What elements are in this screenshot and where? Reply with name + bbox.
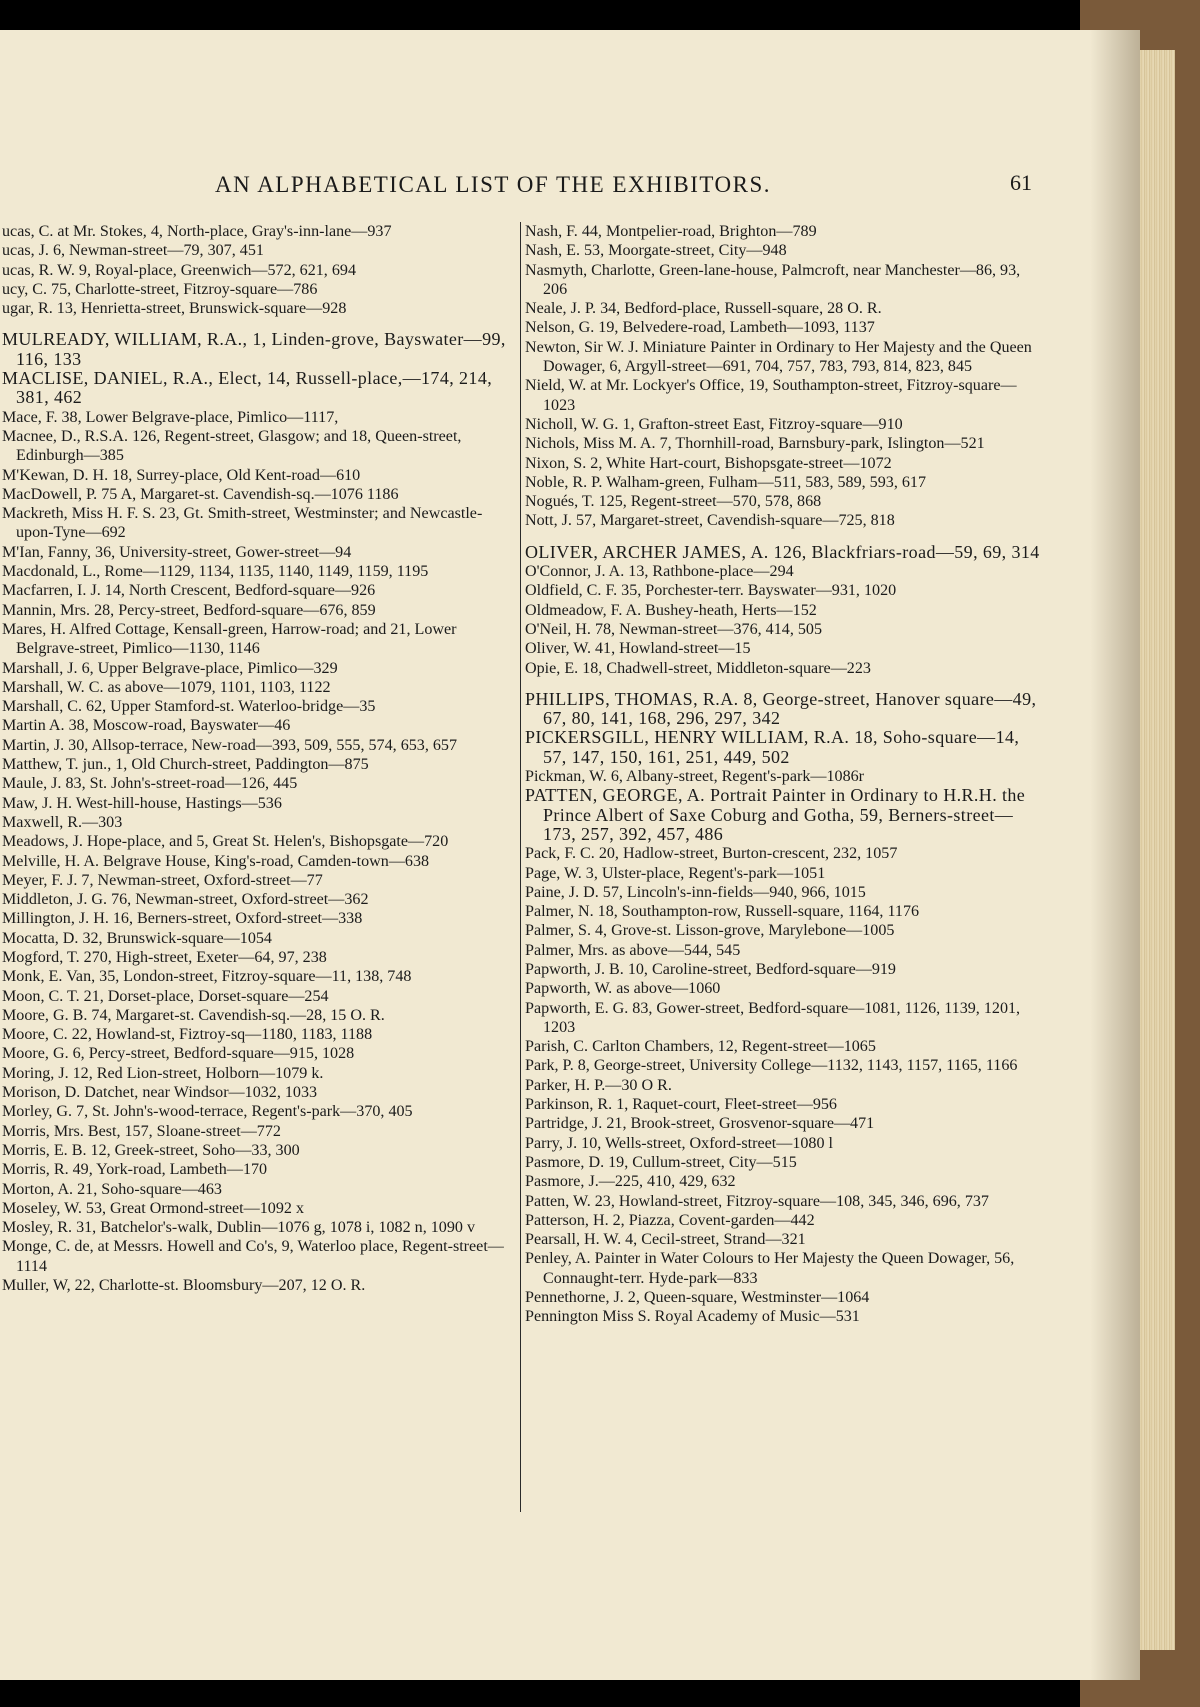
entry: Moon, C. T. 21, Dorset-place, Dorset-square—254	[2, 987, 329, 1005]
entry: Oldmeadow, F. A. Bushey-heath, Herts—152	[525, 601, 817, 619]
entry: Marshall, J. 6, Upper Belgrave-place, Pimlico—329	[2, 659, 338, 677]
entry: Morley, G. 7, St. John's-wood-terrace, Regent's-park—370, 405	[2, 1103, 413, 1121]
entry: Meadows, J. Hope-place, and 5, Great St. Helen's, Bishopsgate—720	[2, 833, 449, 851]
entry: Maxwell, R.—303	[2, 813, 123, 831]
entry: ucy, C. 75, Charlotte-street, Fitzroy-square—786	[2, 280, 318, 298]
entry: M'Kewan, D. H. 18, Surrey-place, Old Kent-road—610	[2, 466, 361, 484]
entry: Mocatta, D. 32, Brunswick-square—1054	[2, 929, 272, 947]
entry: Pickman, W. 6, Albany-street, Regent's-park—1086r	[525, 768, 865, 786]
left-column	[0, 222, 510, 1295]
entry: Mosley, R. 31, Batchelor's-walk, Dublin—1076 g, 1078 i, 1082 n, 1090 v	[2, 1219, 476, 1237]
entry: Patten, W. 23, Howland-street, Fitzroy-square—108, 345, 346, 696, 737	[525, 1192, 989, 1210]
entry: Noble, R. P. Walham-green, Fulham—511, 583, 589, 593, 617	[525, 473, 927, 491]
entry: Nicholl, W. G. 1, Grafton-street East, Fitzroy-square—910	[525, 415, 903, 433]
entry: Papworth, J. B. 10, Caroline-street, Bedford-square—919	[525, 960, 896, 978]
entry: Moore, G. 6, Percy-street, Bedford-square—915, 1028	[2, 1045, 355, 1063]
entry: Patterson, H. 2, Piazza, Covent-garden—442	[525, 1211, 815, 1229]
entry: Middleton, J. G. 76, Newman-street, Oxford-street—362	[2, 891, 369, 909]
entry: Oliver, W. 41, Howland-street—15	[525, 640, 751, 658]
entry: MULREADY, WILLIAM, R.A., 1, Linden-grove, Bayswater—99, 116, 133	[2, 329, 506, 369]
entry: ucas, J. 6, Newman-street—79, 307, 451	[2, 242, 264, 260]
entry: Penley, A. Painter in Water Colours to Her Majesty the Queen Dowager, 56, Connaught-terr. Hyde-park—833	[525, 1250, 1015, 1287]
entry: Nott, J. 57, Margaret-street, Cavendish-square—725, 818	[525, 512, 895, 530]
entry: Pasmore, D. 19, Cullum-street, City—515	[525, 1153, 797, 1171]
entry: Pack, F. C. 20, Hadlow-street, Burton-crescent, 232, 1057	[525, 845, 898, 863]
entry: Pennington Miss S. Royal Academy of Music—531	[525, 1308, 860, 1326]
entry: Neale, J. P. 34, Bedford-place, Russell-square, 28 O. R.	[525, 300, 882, 318]
entry: Muller, W, 22, Charlotte-st. Bloomsbury—207, 12 O. R.	[2, 1277, 366, 1295]
entry: Morison, D. Datchet, near Windsor—1032, 1033	[2, 1084, 318, 1102]
entry: MACLISE, DANIEL, R.A., Elect, 14, Russell-place,—174, 214, 381, 462	[2, 368, 493, 408]
entry: Parish, C. Carlton Chambers, 12, Regent-street—1065	[525, 1038, 876, 1056]
entry: Parker, H. P.—30 O R.	[525, 1076, 672, 1094]
entry: Papworth, E. G. 83, Gower-street, Bedford-square—1081, 1126, 1139, 1201, 1203	[525, 999, 1021, 1036]
entry: Morris, E. B. 12, Greek-street, Soho—33, 300	[2, 1141, 300, 1159]
entry: Nogués, T. 125, Regent-street—570, 578, 868	[525, 493, 822, 511]
entry: Nelson, G. 19, Belvedere-road, Lambeth—1093, 1137	[525, 319, 875, 337]
entry: Partridge, J. 21, Brook-street, Grosvenor-square—471	[525, 1115, 875, 1133]
entry: Paine, J. D. 57, Lincoln's-inn-fields—940, 966, 1015	[525, 883, 866, 901]
entry: Pasmore, J.—225, 410, 429, 632	[525, 1173, 736, 1191]
entry: Palmer, N. 18, Southampton-row, Russell-square, 1164, 1176	[525, 903, 920, 921]
entry: Morris, Mrs. Best, 157, Sloane-street—772	[2, 1122, 281, 1140]
entry: Nash, F. 44, Montpelier-road, Brighton—789	[525, 223, 817, 240]
entry: Parkinson, R. 1, Raquet-court, Fleet-street—956	[525, 1096, 837, 1114]
entry: Oldfield, C. F. 35, Porchester-terr. Bayswater—931, 1020	[525, 582, 897, 600]
entry: Opie, E. 18, Chadwell-street, Middleton-square—223	[525, 659, 871, 677]
page-number: 61	[1010, 170, 1032, 195]
entry: Moring, J. 12, Red Lion-street, Holborn—1079 k.	[2, 1064, 324, 1082]
entry: Park, P. 8, George-street, University College—1132, 1143, 1157, 1165, 1166	[525, 1057, 1018, 1075]
entry: Martin, J. 30, Allsop-terrace, New-road—393, 509, 555, 574, 653, 657	[2, 736, 458, 754]
entry: Maule, J. 83, St. John's-street-road—126, 445	[2, 775, 298, 793]
entry: Mares, H. Alfred Cottage, Kensall-green, Harrow-road; and 21, Lower Belgrave-street, Pimlico—1130, 1146	[2, 620, 457, 658]
entry: Nash, E. 53, Moorgate-street, City—948	[525, 242, 787, 260]
entry: Pearsall, H. W. 4, Cecil-street, Strand—321	[525, 1231, 806, 1249]
entry: ucas, C. at Mr. Stokes, 4, North-place, Gray's-inn-lane—937	[2, 223, 392, 240]
entry: Moore, G. B. 74, Margaret-st. Cavendish-sq.—28, 15 O. R.	[2, 1006, 385, 1024]
entry: Parry, J. 10, Wells-street, Oxford-street—1080 l	[525, 1134, 833, 1152]
entry: Page, W. 3, Ulster-place, Regent's-park—1051	[525, 864, 826, 882]
entry: Melville, H. A. Belgrave House, King's-road, Camden-town—638	[2, 852, 430, 870]
entry: Macfarren, I. J. 14, North Crescent, Bedford-square—926	[2, 582, 376, 600]
entry: Nield, W. at Mr. Lockyer's Office, 19, Southampton-street, Fitzroy-square—1023	[525, 377, 1017, 414]
entry: Pennethorne, J. 2, Queen-square, Westminster—1064	[525, 1289, 870, 1307]
entry: Moore, C. 22, Howland-st, Fiztroy-sq—1180, 1183, 1188	[2, 1026, 373, 1044]
entry: Maw, J. H. West-hill-house, Hastings—536	[2, 794, 282, 812]
page-title: AN ALPHABETICAL LIST OF THE EXHIBITORS.	[215, 172, 771, 197]
entry: Mace, F. 38, Lower Belgrave-place, Pimlico—1117,	[2, 408, 339, 426]
entry: Nasmyth, Charlotte, Green-lane-house, Palmcroft, near Manchester—86, 93, 206	[525, 261, 1021, 298]
entry: Martin A. 38, Moscow-road, Bayswater—46	[2, 717, 291, 735]
entry: Monk, E. Van, 35, London-street, Fitzroy-square—11, 138, 748	[2, 968, 412, 986]
entry: O'Neil, H. 78, Newman-street—376, 414, 505	[525, 620, 823, 638]
entry: Macdonald, L., Rome—1129, 1134, 1135, 1140, 1149, 1159, 1195	[2, 563, 429, 581]
entry: Matthew, T. jun., 1, Old Church-street, Paddington—875	[2, 756, 369, 774]
entry: Palmer, Mrs. as above—544, 545	[525, 941, 741, 959]
entry: ugar, R. 13, Henrietta-street, Brunswick-square—928	[2, 300, 347, 318]
entry: Newton, Sir W. J. Miniature Painter in Ordinary to Her Majesty and the Queen Dowager, 6, Argyll-street—691, 704, 757, 783, 793, 814, 823, 845	[525, 338, 1032, 376]
entry: Palmer, S. 4, Grove-st. Lisson-grove, Marylebone—1005	[525, 922, 895, 940]
entry: Meyer, F. J. 7, Newman-street, Oxford-street—77	[2, 871, 323, 889]
entry: Mannin, Mrs. 28, Percy-street, Bedford-square—676, 859	[2, 601, 376, 619]
entry: ucas, R. W. 9, Royal-place, Greenwich—572, 621, 694	[2, 261, 356, 279]
entry: Papworth, W. as above—1060	[525, 980, 721, 998]
entry: Macnee, D., R.S.A. 126, Regent-street, Glasgow; and 18, Queen-street, Edinburgh—385	[2, 427, 462, 465]
entry: PATTEN, GEORGE, A. Portrait Painter in Ordinary to H.R.H. the Prince Albert of Saxe Coburg and Gotha, 59, Berners-street—173, 257, 392, 457, 486	[525, 785, 1026, 844]
page-header	[0, 172, 1100, 212]
entry: Nichols, Miss M. A. 7, Thornhill-road, Barnsbury-park, Islington—521	[525, 435, 985, 453]
entry: Marshall, W. C. as above—1079, 1101, 1103, 1122	[2, 678, 331, 696]
column-divider	[520, 222, 521, 1512]
right-column	[525, 222, 1045, 1327]
entry: Monge, C. de, at Messrs. Howell and Co's, 9, Waterloo place, Regent-street—1114	[2, 1238, 504, 1275]
entry: Marshall, C. 62, Upper Stamford-st. Waterloo-bridge—35	[2, 698, 376, 716]
entry: Mogford, T. 270, High-street, Exeter—64, 97, 238	[2, 948, 327, 966]
entry: OLIVER, ARCHER JAMES, A. 126, Blackfriars-road—59, 69, 314	[525, 541, 1040, 562]
entry: O'Connor, J. A. 13, Rathbone-place—294	[525, 563, 794, 581]
entry: PHILLIPS, THOMAS, R.A. 8, George-street, Hanover square—49, 67, 80, 141, 168, 296, 297, 342	[525, 688, 1037, 729]
entry: Mackreth, Miss H. F. S. 23, Gt. Smith-street, Westminster; and Newcastle-upon-Tyne—692	[2, 505, 483, 542]
entry: M'Ian, Fanny, 36, University-street, Gower-street—94	[2, 543, 352, 561]
gutter-shadow	[1090, 30, 1140, 1680]
entry: Morris, R. 49, York-road, Lambeth—170	[2, 1161, 268, 1179]
entry: PICKERSGILL, HENRY WILLIAM, R.A. 18, Soho-square—14, 57, 147, 150, 161, 251, 449, 502	[525, 727, 1020, 767]
entry: Moseley, W. 53, Great Ormond-street—1092 x	[2, 1199, 305, 1217]
entry: MacDowell, P. 75 A, Margaret-st. Cavendish-sq.—1076 1186	[2, 485, 399, 503]
entry: Morton, A. 21, Soho-square—463	[2, 1180, 222, 1198]
entry: Nixon, S. 2, White Hart-court, Bishopsgate-street—1072	[525, 454, 892, 472]
entry: Millington, J. H. 16, Berners-street, Oxford-street—338	[2, 910, 363, 928]
